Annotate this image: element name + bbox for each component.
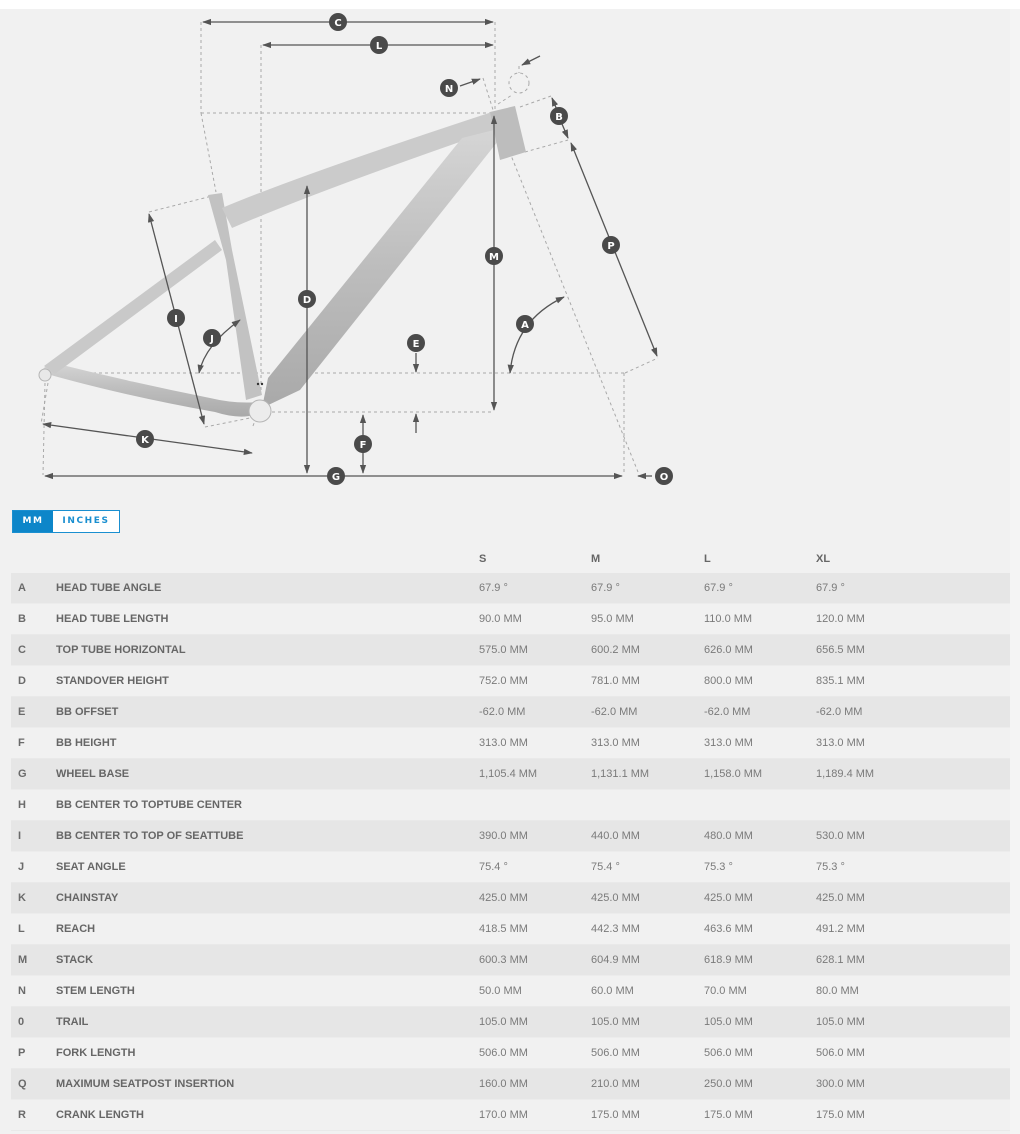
row-value-s: 425.0 MM xyxy=(479,892,528,904)
row-measurement-name: FORK LENGTH xyxy=(56,1047,136,1059)
row-value-s: 390.0 MM xyxy=(479,830,528,842)
row-value-xl: 425.0 MM xyxy=(816,892,865,904)
row-key: P xyxy=(18,1047,26,1059)
row-value-m: 175.0 MM xyxy=(591,1109,640,1121)
row-value-xl: 835.1 MM xyxy=(816,675,865,687)
column-header-l: L xyxy=(704,553,711,565)
svg-text:B: B xyxy=(555,112,563,123)
row-value-m: 60.0 MM xyxy=(591,985,634,997)
row-value-xl: 491.2 MM xyxy=(816,923,865,935)
table-row-q xyxy=(11,1069,1010,1100)
row-measurement-name: BB HEIGHT xyxy=(56,737,117,749)
marker-e-icon xyxy=(407,334,425,352)
table-row-g xyxy=(11,759,1010,790)
row-value-s: 50.0 MM xyxy=(479,985,522,997)
row-value-xl: 175.0 MM xyxy=(816,1109,865,1121)
column-header-s: S xyxy=(479,553,487,565)
row-value-s: 170.0 MM xyxy=(479,1109,528,1121)
row-value-l: 70.0 MM xyxy=(704,985,747,997)
table-row-l xyxy=(11,914,1010,945)
row-key: C xyxy=(18,644,26,656)
row-value-l: -62.0 MM xyxy=(704,706,751,718)
marker-c-icon xyxy=(329,13,347,31)
row-value-m: 425.0 MM xyxy=(591,892,640,904)
row-value-xl: 530.0 MM xyxy=(816,830,865,842)
row-key: F xyxy=(18,737,25,749)
row-key: D xyxy=(18,675,26,687)
table-body xyxy=(11,573,1010,1131)
row-measurement-name: BB CENTER TO TOPTUBE CENTER xyxy=(56,799,242,811)
row-value-m: 440.0 MM xyxy=(591,830,640,842)
geometry-table xyxy=(11,545,1010,1131)
svg-text:I: I xyxy=(174,314,178,325)
row-value-s: 90.0 MM xyxy=(479,613,522,625)
table-header xyxy=(11,545,1010,573)
row-key: M xyxy=(18,954,28,966)
marker-k-icon xyxy=(136,430,154,448)
row-value-m: 313.0 MM xyxy=(591,737,640,749)
row-value-l: 110.0 MM xyxy=(704,613,753,625)
marker-a-icon xyxy=(516,315,534,333)
row-value-l: 75.3 ° xyxy=(704,861,733,873)
row-value-s: 67.9 ° xyxy=(479,582,508,594)
row-measurement-name: SEAT ANGLE xyxy=(56,861,126,873)
row-value-xl: 67.9 ° xyxy=(816,582,845,594)
table-row-i xyxy=(11,821,1010,852)
row-value-xl: 1,189.4 MM xyxy=(816,768,875,780)
row-value-s: 75.4 ° xyxy=(479,861,508,873)
marker-d-icon xyxy=(298,290,316,308)
marker-n-icon xyxy=(440,79,458,97)
row-value-m: 105.0 MM xyxy=(591,1016,640,1028)
row-value-l: 480.0 MM xyxy=(704,830,753,842)
row-value-l: 67.9 ° xyxy=(704,582,733,594)
row-value-s: 160.0 MM xyxy=(479,1078,528,1090)
row-value-m: -62.0 MM xyxy=(591,706,638,718)
row-value-l: 250.0 MM xyxy=(704,1078,753,1090)
row-value-xl: 628.1 MM xyxy=(816,954,865,966)
row-measurement-name: BB OFFSET xyxy=(56,706,119,718)
frame-geometry-diagram xyxy=(0,9,1010,499)
row-value-l: 463.6 MM xyxy=(704,923,753,935)
svg-text:C: C xyxy=(334,18,342,29)
row-key: J xyxy=(18,861,25,873)
row-value-xl: 300.0 MM xyxy=(816,1078,865,1090)
row-key: K xyxy=(18,892,26,904)
table-row-h xyxy=(11,790,1010,821)
row-value-m: 600.2 MM xyxy=(591,644,640,656)
table-row-b xyxy=(11,604,1010,635)
top-margin xyxy=(0,0,1020,9)
table-row-0 xyxy=(11,1007,1010,1038)
row-key: 0 xyxy=(18,1016,25,1028)
table-row-j xyxy=(11,852,1010,883)
marker-i-icon xyxy=(167,309,185,327)
row-value-l: 1,158.0 MM xyxy=(704,768,763,780)
row-value-m: 781.0 MM xyxy=(591,675,640,687)
row-key: N xyxy=(18,985,26,997)
row-measurement-name: STACK xyxy=(56,954,94,966)
marker-l-icon xyxy=(370,36,388,54)
row-value-m: 506.0 MM xyxy=(591,1047,640,1059)
reference-lines xyxy=(41,22,658,475)
table-row-m xyxy=(11,945,1010,976)
unit-mm-button[interactable]: MM xyxy=(13,511,53,532)
table-row-p xyxy=(11,1038,1010,1069)
row-value-m: 95.0 MM xyxy=(591,613,634,625)
row-measurement-name: CRANK LENGTH xyxy=(56,1109,144,1121)
svg-text:N: N xyxy=(444,84,454,95)
row-value-l: 506.0 MM xyxy=(704,1047,753,1059)
row-key: Q xyxy=(18,1078,27,1090)
row-measurement-name: MAXIMUM SEATPOST INSERTION xyxy=(56,1078,235,1090)
row-value-m: 67.9 ° xyxy=(591,582,620,594)
row-value-m: 1,131.1 MM xyxy=(591,768,650,780)
row-value-xl: 80.0 MM xyxy=(816,985,859,997)
row-value-xl: 313.0 MM xyxy=(816,737,865,749)
svg-text:O: O xyxy=(659,472,669,483)
table-row-e xyxy=(11,697,1010,728)
row-value-l: 105.0 MM xyxy=(704,1016,753,1028)
row-measurement-name: STANDOVER HEIGHT xyxy=(56,675,169,687)
marker-f-icon xyxy=(354,435,372,453)
row-value-s: 575.0 MM xyxy=(479,644,528,656)
column-header-xl: XL xyxy=(816,553,831,565)
svg-text:A: A xyxy=(521,320,529,331)
row-key: L xyxy=(18,923,25,935)
row-measurement-name: REACH xyxy=(56,923,96,935)
svg-text:E: E xyxy=(412,339,420,350)
row-value-xl: 120.0 MM xyxy=(816,613,865,625)
row-value-l: 800.0 MM xyxy=(704,675,753,687)
unit-inches-button[interactable]: INCHES xyxy=(53,511,119,532)
marker-g-icon xyxy=(327,467,345,485)
bike-frame xyxy=(39,106,526,422)
row-measurement-name: HEAD TUBE LENGTH xyxy=(56,613,169,625)
row-value-s: 506.0 MM xyxy=(479,1047,528,1059)
row-value-s: 1,105.4 MM xyxy=(479,768,538,780)
row-value-m: 442.3 MM xyxy=(591,923,640,935)
marker-m-icon xyxy=(485,247,503,265)
svg-text:P: P xyxy=(607,241,615,252)
row-key: A xyxy=(18,582,26,594)
svg-text:M: M xyxy=(489,252,499,263)
row-measurement-name: CHAINSTAY xyxy=(56,892,119,904)
row-key: R xyxy=(18,1109,26,1121)
table-row-d xyxy=(11,666,1010,697)
row-value-s: 752.0 MM xyxy=(479,675,528,687)
row-measurement-name: BB CENTER TO TOP OF SEATTUBE xyxy=(56,830,244,842)
table-row-c xyxy=(11,635,1010,666)
marker-b-icon xyxy=(550,107,568,125)
unit-toggle xyxy=(12,510,120,533)
row-value-m: 75.4 ° xyxy=(591,861,620,873)
row-value-s: 418.5 MM xyxy=(479,923,528,935)
svg-text:K: K xyxy=(141,435,149,446)
column-header-m: M xyxy=(591,553,601,565)
table-row-r xyxy=(11,1100,1010,1131)
svg-text:L: L xyxy=(375,41,383,52)
marker-p-icon xyxy=(602,236,620,254)
row-value-l: 626.0 MM xyxy=(704,644,753,656)
row-key: B xyxy=(18,613,26,625)
row-key: G xyxy=(18,768,27,780)
table-row-a xyxy=(11,573,1010,604)
marker-o-icon xyxy=(655,467,673,485)
row-value-m: 210.0 MM xyxy=(591,1078,640,1090)
row-value-xl: 506.0 MM xyxy=(816,1047,865,1059)
row-measurement-name: WHEEL BASE xyxy=(56,768,130,780)
row-value-xl: 656.5 MM xyxy=(816,644,865,656)
svg-text:D: D xyxy=(302,295,312,306)
row-value-l: 175.0 MM xyxy=(704,1109,753,1121)
row-measurement-name: HEAD TUBE ANGLE xyxy=(56,582,162,594)
svg-text:G: G xyxy=(331,472,341,483)
row-measurement-name: TRAIL xyxy=(56,1016,89,1028)
row-value-m: 604.9 MM xyxy=(591,954,640,966)
svg-text:F: F xyxy=(359,440,367,451)
dimension-lines xyxy=(43,22,657,476)
row-value-s: -62.0 MM xyxy=(479,706,526,718)
row-value-xl: -62.0 MM xyxy=(816,706,863,718)
row-measurement-name: TOP TUBE HORIZONTAL xyxy=(56,644,186,656)
marker-j-icon xyxy=(203,329,221,347)
row-key: H xyxy=(18,799,26,811)
table-row-k xyxy=(11,883,1010,914)
row-value-l: 425.0 MM xyxy=(704,892,753,904)
row-value-xl: 75.3 ° xyxy=(816,861,845,873)
row-value-xl: 105.0 MM xyxy=(816,1016,865,1028)
svg-text:J: J xyxy=(210,334,214,345)
row-value-l: 618.9 MM xyxy=(704,954,753,966)
row-value-s: 313.0 MM xyxy=(479,737,528,749)
row-value-l: 313.0 MM xyxy=(704,737,753,749)
row-value-s: 600.3 MM xyxy=(479,954,528,966)
row-key: I xyxy=(18,830,22,842)
row-measurement-name: STEM LENGTH xyxy=(56,985,135,997)
row-key: E xyxy=(18,706,26,718)
table-row-n xyxy=(11,976,1010,1007)
row-value-s: 105.0 MM xyxy=(479,1016,528,1028)
table-row-f xyxy=(11,728,1010,759)
